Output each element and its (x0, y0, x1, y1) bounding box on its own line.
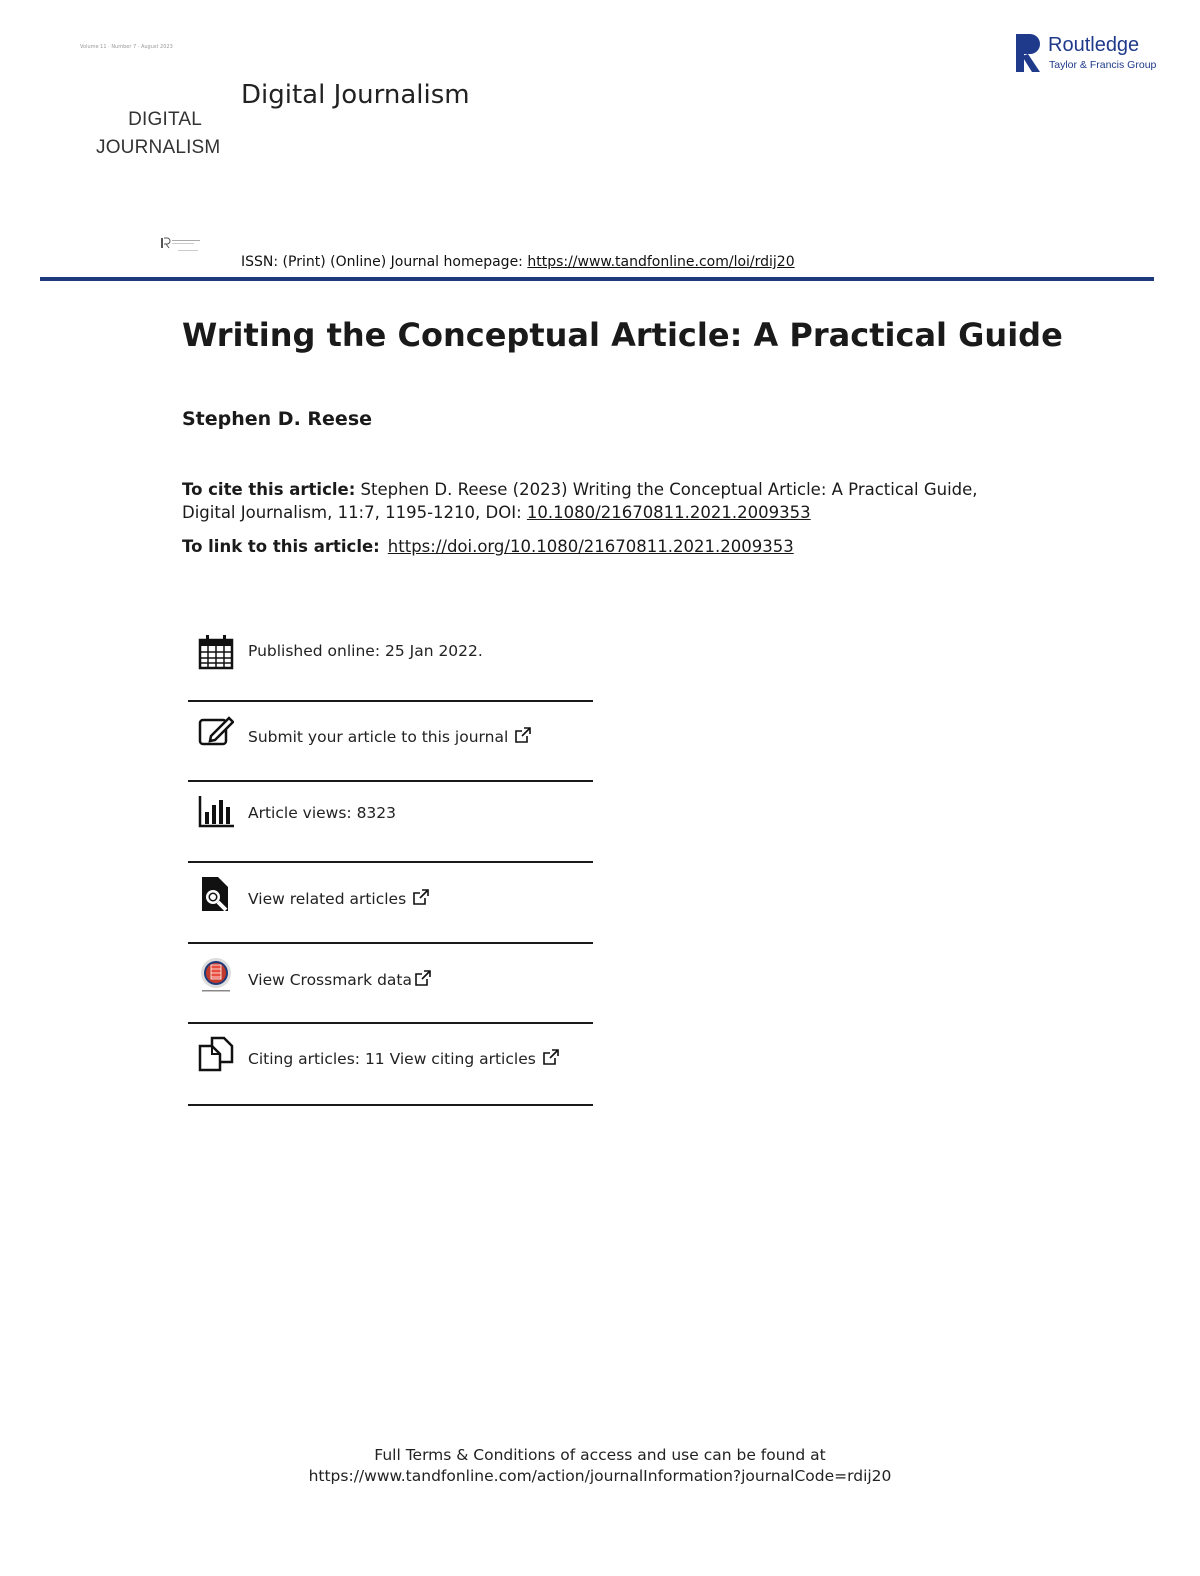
crossmark-link[interactable] (248, 969, 432, 989)
submit-link[interactable] (248, 726, 532, 746)
article-link-line (182, 537, 794, 556)
views-text: Article views: 8323 (248, 804, 397, 822)
routledge-r-icon (1014, 32, 1044, 76)
external-link-icon (412, 888, 430, 906)
bar-chart-icon (198, 794, 234, 830)
submit-text: Submit your article to this journal (248, 728, 509, 746)
published-row (188, 632, 593, 682)
external-link-icon (542, 1048, 560, 1066)
row-separator (188, 942, 593, 944)
row-separator (188, 861, 593, 863)
citing-link[interactable] (248, 1048, 560, 1068)
cite-label: To cite this article: (182, 480, 356, 499)
footer (0, 1445, 1200, 1487)
cover-issue-text: Volume 11 · Number 7 · August 2023 (80, 44, 173, 50)
cover-brand-line2: JOURNALISM (96, 137, 221, 158)
issn-line (241, 254, 795, 270)
row-separator (188, 1104, 593, 1106)
row-separator (188, 780, 593, 782)
row-separator (188, 1022, 593, 1024)
related-row[interactable] (188, 872, 593, 930)
citing-text: Citing articles: 11 View citing articles (248, 1050, 536, 1068)
published-text: Published online: 25 Jan 2022. (248, 642, 483, 660)
external-link-icon (514, 726, 532, 744)
publisher-name: Routledge (1048, 34, 1140, 56)
citation-block (182, 478, 1012, 524)
views-row (188, 792, 593, 847)
routledge-logo (1014, 32, 1164, 78)
article-title: Writing the Conceptual Article: A Practical Guide (182, 316, 1063, 354)
external-link-icon (414, 969, 432, 987)
cite-text: Stephen D. Reese (2023) Writing the Conceptual Article: A Practical Guide, Digital Journalism, 11:7, 1195-1210, DOI: (182, 480, 978, 522)
related-link[interactable] (248, 888, 430, 908)
cover-publisher-logo (160, 236, 204, 254)
article-author: Stephen D. Reese (182, 408, 373, 430)
cover-journal-brand (96, 106, 221, 162)
header-rule (40, 277, 1154, 281)
submit-row[interactable] (188, 712, 593, 767)
issn-text: ISSN: (Print) (Online) Journal homepage: (241, 254, 528, 270)
article-link[interactable]: https://doi.org/10.1080/21670811.2021.2009353 (387, 537, 794, 556)
cover-brand-line1: DIGITAL (128, 109, 202, 130)
calendar-icon (198, 634, 234, 670)
crossmark-icon (198, 957, 234, 993)
publisher-sub: Taylor & Francis Group (1049, 59, 1157, 71)
related-text: View related articles (248, 890, 407, 908)
journal-homepage-link[interactable]: https://www.tandfonline.com/loi/rdij20 (527, 254, 795, 270)
link-label: To link to this article: (182, 537, 380, 556)
footer-terms-link[interactable]: https://www.tandfonline.com/action/journalInformation?journalCode=rdij20 (308, 1467, 892, 1485)
citing-icon (198, 1036, 234, 1072)
edit-icon (198, 714, 234, 750)
crossmark-text: View Crossmark data (248, 971, 412, 989)
doi-link[interactable]: 10.1080/21670811.2021.2009353 (526, 503, 811, 522)
citing-row[interactable] (188, 1034, 593, 1090)
row-separator (188, 700, 593, 702)
footer-line1: Full Terms & Conditions of access and use can be found at (374, 1446, 826, 1464)
crossmark-row[interactable] (188, 954, 593, 1010)
journal-name: Digital Journalism (241, 80, 470, 110)
search-document-icon (198, 876, 234, 912)
